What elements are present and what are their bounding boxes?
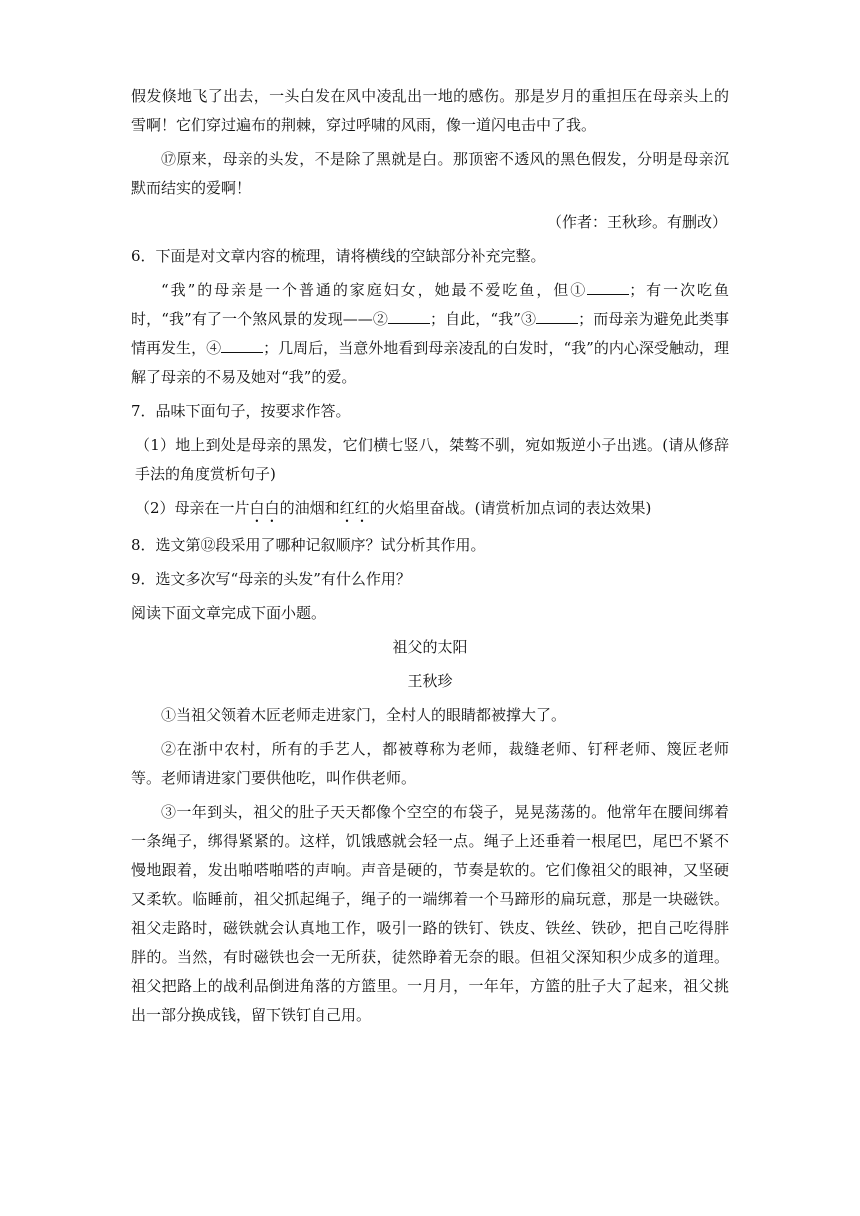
- q6-text-1: “我”的母亲是一个普通的家庭妇女，她最不爱吃鱼，但①: [161, 281, 588, 299]
- question-8: 8．选文第⑫段采用了哪种记叙顺序？试分析其作用。: [131, 536, 486, 554]
- article-author: 王秋珍: [407, 672, 453, 690]
- answer-blank-4[interactable]: [221, 351, 263, 353]
- q6-text-4: ；而母亲为避免此类事情再发生，④: [131, 310, 729, 357]
- paragraph-16-tail: 假发倏地飞了出去，一头白发在风中凌乱出一地的感伤。那是岁月的重担压在母亲头上的雪啊！它们穿过遍布的荆棘，穿过呼啸的风雨，像一道闪电击中了我。: [131, 87, 729, 134]
- article-paragraph-3: ③一年到头，祖父的肚子天天都像个空空的布袋子，晃晃荡荡的。他常年在腰间绑着一条绳子，绑得紧紧的。这样，饥饿感就会轻一点。绳子上还垂着一根尾巴，尾巴不紧不慢地跟着，发出啪嗒啪嗒的声响。声音是硬的，节奏是软的。它们像祖父的眼神，又坚硬又柔软。临睡前，祖父抓起绳子，绳子的一端绑着一个马蹄形的扁玩意，那是一块磁铁。祖父走路时，磁铁就会认真地工作，吸引一路的铁钉、铁皮、铁丝、铁砂，把自己吃得胖胖的。当然，有时磁铁也会一无所获，徒然睁着无奈的眼。但祖父深知积少成多的道理。祖父把路上的战利品倒进角落的方篮里。一月月，一年年，方篮的肚子大了起来，祖父挑出一部分换成钱，留下铁钉自己用。: [131, 803, 729, 1024]
- article-paragraph-1: ①当祖父领着木匠老师走进家门，全村人的眼睛都被撑大了。: [161, 706, 567, 724]
- q6-text-5: ；几周后，当意外地看到母亲凌乱的白发时，“我”的内心深受触动，理解了母亲的不易及她对“我”的爱。: [131, 339, 729, 386]
- q6-text-3: ；自此，“我”③: [430, 310, 537, 328]
- question-7-title: 7．品味下面句子，按要求作答。: [131, 402, 351, 420]
- question-7-2: [135, 494, 729, 526]
- emphasized-word-2: 红红: [339, 499, 370, 517]
- paragraph-17: ⑰原来，母亲的头发，不是除了黑就是白。那顶密不透风的黑色假发，分明是母亲沉默而结实的爱啊！: [131, 150, 729, 197]
- q7-2-text-a: （2）母亲在一片: [135, 499, 250, 517]
- article-paragraph-2: ②在浙中农村，所有的手艺人，都被尊称为老师，裁缝老师、钉秤老师、篾匠老师等。老师请进家门要供他吃，叫作供老师。: [131, 740, 729, 787]
- q7-2-text-b: 的油烟和: [279, 499, 340, 517]
- author-note: （作者：王秋珍。有删改）: [546, 213, 727, 231]
- answer-blank-3[interactable]: [536, 322, 578, 324]
- answer-blank-1[interactable]: [587, 293, 629, 295]
- question-6-title: 6．下面是对文章内容的梳理，请将横线的空缺部分补充完整。: [131, 247, 546, 265]
- reading-instruction: 阅读下面文章完成下面小题。: [131, 604, 327, 622]
- article-title: 祖父的太阳: [392, 638, 468, 656]
- question-6-body: [131, 276, 729, 392]
- answer-blank-2[interactable]: [388, 322, 430, 324]
- document-content: [131, 82, 729, 1035]
- question-9: 9．选文多次写“母亲的头发”有什么作用？: [131, 570, 411, 588]
- q6-text-2: ；有一次吃鱼时，“我”有了一个煞风景的发现——②: [131, 281, 729, 328]
- question-7-1: （1）地上到处是母亲的黑发，它们横七竖八，桀骜不驯，宛如叛逆小子出逃。(请从修辞手法的角度赏析句子): [135, 436, 729, 483]
- emphasized-word-1: 白白: [249, 499, 280, 517]
- q7-2-text-c: 的火焰里奋战。(请赏析加点词的表达效果): [369, 499, 652, 517]
